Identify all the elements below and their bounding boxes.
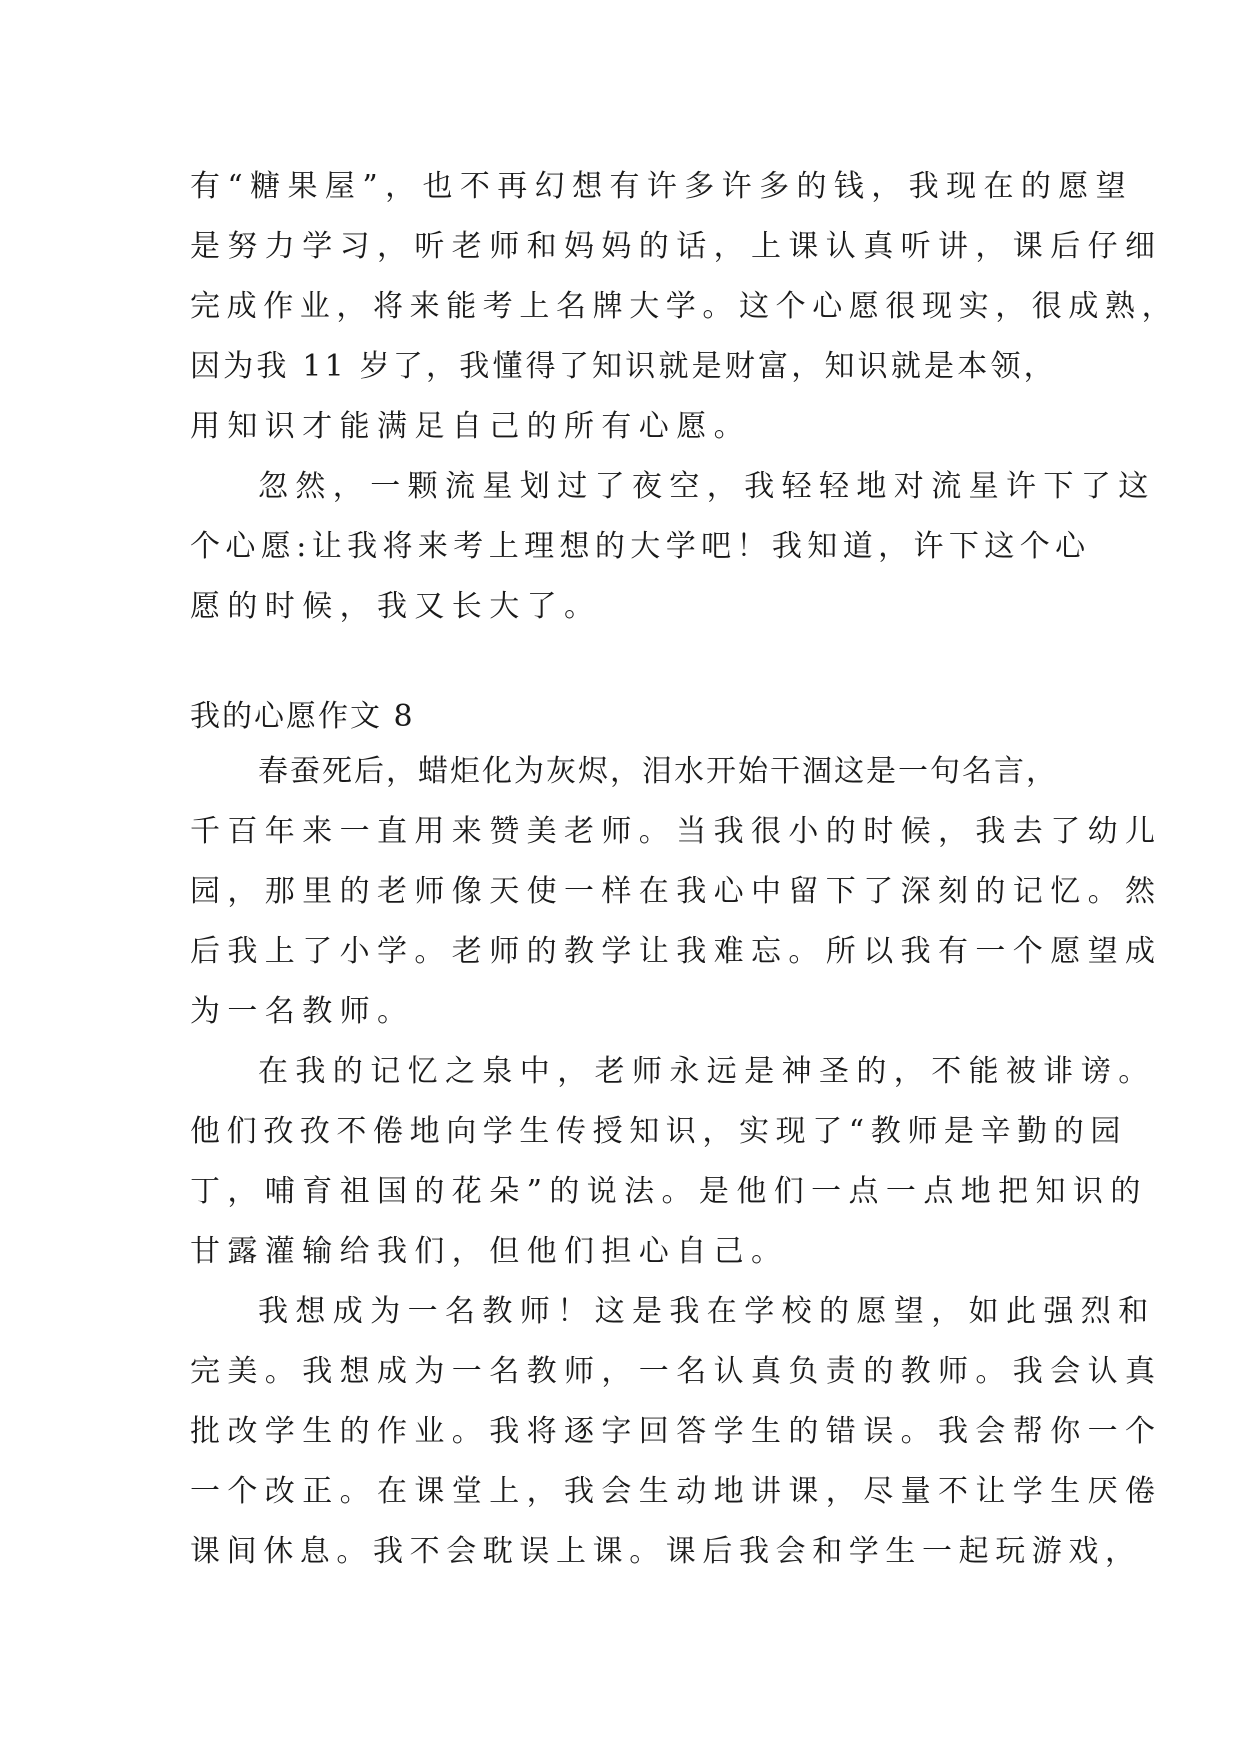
- paragraph-line: 愿的时候，我又长大了。: [190, 589, 602, 624]
- paragraph-line: 完美。我想成为一名教师，一名认真负责的教师。我会认真: [190, 1354, 1163, 1389]
- paragraph-line: 用知识才能满足自己的所有心愿。: [190, 409, 751, 444]
- paragraph-line: 他们孜孜不倦地向学生传授知识，实现了“教师是辛勤的园: [190, 1114, 1127, 1149]
- paragraph-line: 千百年来一直用来赞美老师。当我很小的时候，我去了幼儿: [190, 814, 1163, 849]
- paragraph-line: 一个改正。在课堂上，我会生动地讲课，尽量不让学生厌倦: [190, 1474, 1163, 1509]
- paragraph-line: 忽然，一颗流星划过了夜空，我轻轻地对流星许下了这: [258, 469, 1156, 504]
- paragraph-line: 课间休息。我不会耽误上课。课后我会和学生一起玩游戏，: [190, 1534, 1142, 1569]
- paragraph-line: 个心愿:让我将来考上理想的大学吧！我知道，许下这个心: [190, 529, 1091, 564]
- paragraph-line: 有“糖果屋”，也不再幻想有许多许多的钱，我现在的愿望: [190, 169, 1134, 204]
- paragraph-line: 完成作业，将来能考上名牌大学。这个心愿很现实，很成熟，: [190, 289, 1179, 324]
- paragraph-line: 我想成为一名教师！这是我在学校的愿望，如此强烈和: [258, 1294, 1156, 1329]
- paragraph-line: 春蚕死后，蜡炬化为灰烬，泪水开始干涸这是一句名言，: [258, 754, 1058, 789]
- paragraph-line: 在我的记忆之泉中，老师永远是神圣的，不能被诽谤。: [258, 1054, 1156, 1089]
- paragraph-line: 后我上了小学。老师的教学让我难忘。所以我有一个愿望成: [190, 934, 1163, 969]
- paragraph-line: 丁，哺育祖国的花朵”的说法。是他们一点一点地把知识的: [190, 1174, 1148, 1209]
- paragraph-line: 园，那里的老师像天使一样在我心中留下了深刻的记忆。然: [190, 874, 1163, 909]
- paragraph-line: 为一名教师。: [190, 994, 415, 1029]
- paragraph-line: 是努力学习，听老师和妈妈的话，上课认真听讲，课后仔细: [190, 229, 1163, 264]
- section-heading: 我的心愿作文 8: [190, 699, 415, 734]
- paragraph-line: 甘露灌输给我们，但他们担心自己。: [190, 1234, 789, 1269]
- paragraph-line: 因为我 11 岁了，我懂得了知识就是财富，知识就是本领，: [190, 349, 1057, 384]
- paragraph-line: 批改学生的作业。我将逐字回答学生的错误。我会帮你一个: [190, 1414, 1163, 1449]
